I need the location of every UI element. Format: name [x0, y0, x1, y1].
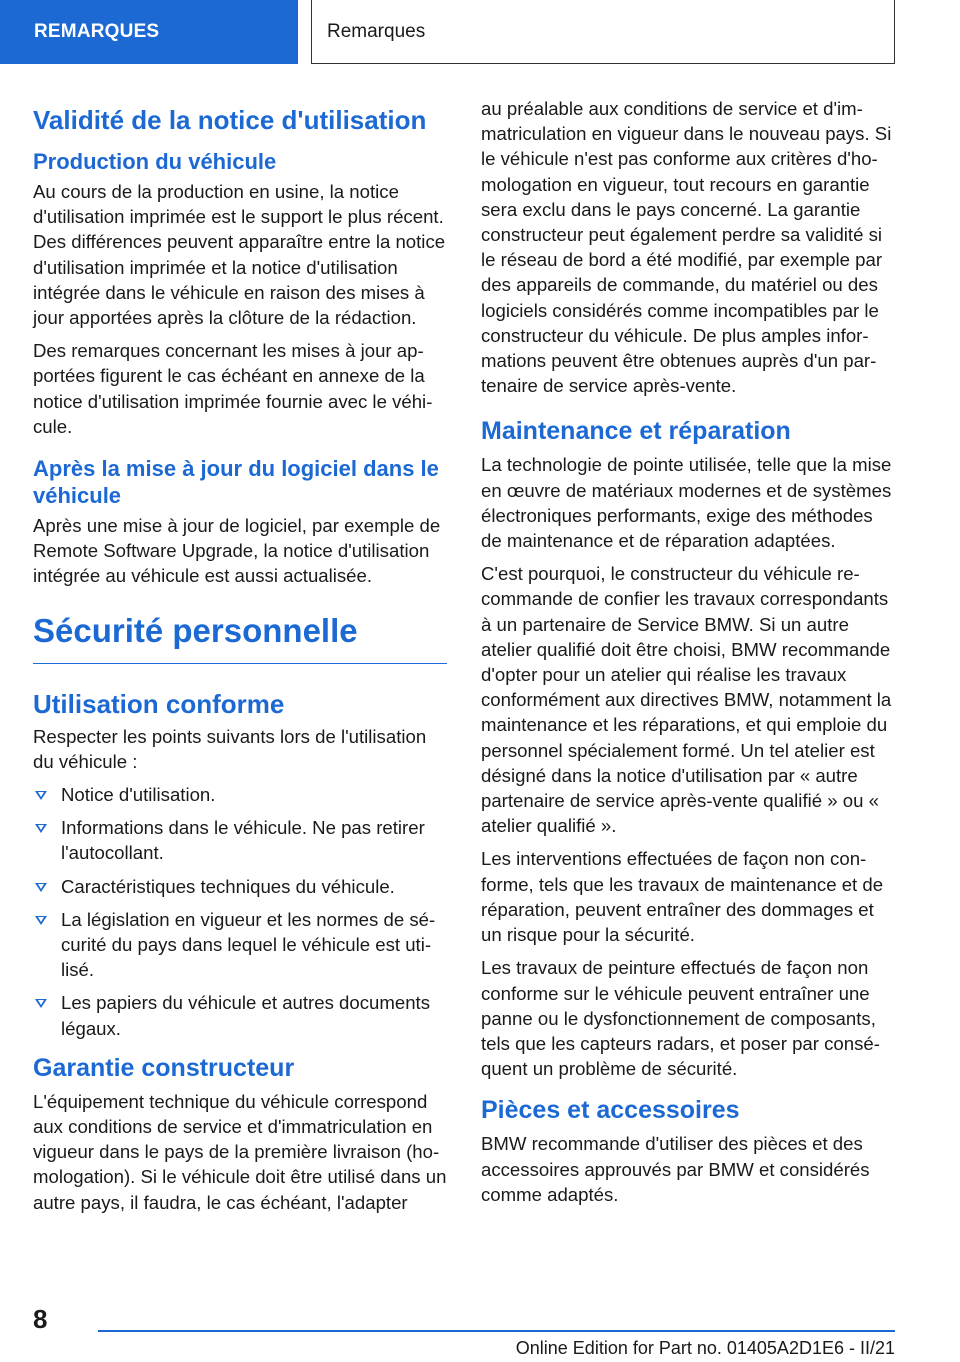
list-item: Informations dans le véhicule. Ne pas retirer l'autocollant.: [33, 815, 447, 865]
chapter-tab[interactable]: [0, 0, 298, 64]
maintenance-paragraph-1: La technologie de pointe utilisée, telle que la mise en œuvre de matériaux modernes et de systèmes électroniques performants, exige des méthodes de maintenance et de réparation adaptées.: [481, 454, 892, 552]
use-heading: Utilisation conforme: [33, 688, 285, 719]
edition-footer: Online Edition for Part no. 01405A2D1E6 - II/21: [515, 1338, 895, 1358]
update-paragraph: Après une mise à jour de logiciel, par exemple de Remote Software Upgrade, la notice d'utilisation intégrée au véhicule est aussi actualisée.: [33, 515, 441, 587]
production-heading: Production du véhicule: [33, 149, 277, 174]
warranty-continued: au préalable aux conditions de service et d'immatriculation en vigueur dans le nouveau pays. Si le véhicule n'est pas conforme aux critères d'homologation en vigueur, tout recours en garantie sera exclu dans le pays concerné. La garantie constructeur peut également perdre sa validité si le réseau de bord a été modifié, par exemple par des appareils de commande, du matériel ou des logiciels considérés comme incompatibles par le constructeur du véhicule. De plus amples informations peuvent être obtenues auprès d'un partenaire de service après-vente.: [481, 98, 892, 397]
page-number: 8: [33, 1304, 48, 1334]
warranty-paragraph: L'équipement technique du véhicule correspond aux conditions de service et d'immatriculation en vigueur dans le pays de la première livraison (homologation). Si le véhicule doit être utilisé dans un autre pays, il faudra, le cas échéant, l'adapter: [33, 1090, 447, 1213]
validity-title: Validité de la notice d'utilisation: [33, 105, 427, 135]
maintenance-paragraph-2: C'est pourquoi, le constructeur du véhicule recommande de confier les travaux correspondants à un partenaire de Service BMW. Si un autre atelier qualifié doit être choisi, BMW recommande d'opter pour un atelier qui réalise les travaux conformément aux directives BMW, notamment la maintenance et les réparations, et qui emploie du personnel spécialement formé. Un tel atelier est désigné dans la notice d'utilisation par « autre partenaire de service après-vente qualifié » ou « atelier qualifié ».: [481, 563, 892, 837]
list-item: Notice d'utilisation.: [33, 782, 447, 807]
right-column: [481, 96, 895, 1215]
left-column: [33, 100, 447, 1223]
list-item: Les papiers du véhicule et autres documents légaux.: [33, 990, 447, 1040]
chapter-tab-label: REMARQUES: [34, 21, 160, 42]
production-paragraph-1: Au cours de la production en usine, la notice d'utilisation imprimée est le support le plus récent. Des différences peuvent apparaître entre la notice d'utilisation imprimée et la notice d'utilisation intégrée dans le véhicule en raison des mises à jour apportées après la clôture de la rédaction.: [33, 181, 446, 329]
production-paragraph-2: Des remarques concernant les mises à jour apportées figurent le cas échéant en annexe de la notice d'utilisation imprimée fournie avec le véhicule.: [33, 340, 433, 437]
triangle-bullet-icon: [35, 916, 47, 925]
list-item: La législation en vigueur et les normes de sécurité du pays dans lequel le véhicule est utilisé.: [33, 907, 447, 983]
triangle-bullet-icon: [35, 999, 47, 1008]
triangle-bullet-icon: [35, 824, 47, 833]
section-title: Remarques: [327, 20, 426, 42]
safety-title: Sécurité personnelle: [33, 611, 447, 664]
footer-divider: [98, 1330, 895, 1332]
use-list: [33, 782, 447, 1041]
triangle-bullet-icon: [35, 791, 47, 800]
section-header: [311, 0, 895, 64]
maintenance-heading: Maintenance et réparation: [481, 417, 791, 446]
warranty-heading: Garantie constructeur: [33, 1053, 295, 1082]
parts-heading: Pièces et accessoires: [481, 1096, 740, 1125]
parts-paragraph: BMW recommande d'utiliser des pièces et des accessoires approuvés par BMW et considérés comme adaptés.: [481, 1133, 870, 1205]
update-heading: Après la mise à jour du logiciel dans le véhicule: [33, 456, 439, 509]
use-intro: Respecter les points suivants lors de l'utilisation du véhicule :: [33, 725, 427, 772]
maintenance-paragraph-3: Les interventions effectuées de façon non conforme, tels que les travaux de maintenance et de réparation, peuvent entraîner des dommages et un risque pour la sécurité.: [481, 848, 884, 946]
triangle-bullet-icon: [35, 883, 47, 892]
maintenance-paragraph-4: Les travaux de peinture effectués de façon non conforme sur le véhicule peuvent entraîner une panne ou le dysfonctionnement de composants, tels que les capteurs radars, et poser par conséquent un problème de sécurité.: [481, 957, 880, 1080]
list-item: Caractéristiques techniques du véhicule.: [33, 874, 447, 899]
